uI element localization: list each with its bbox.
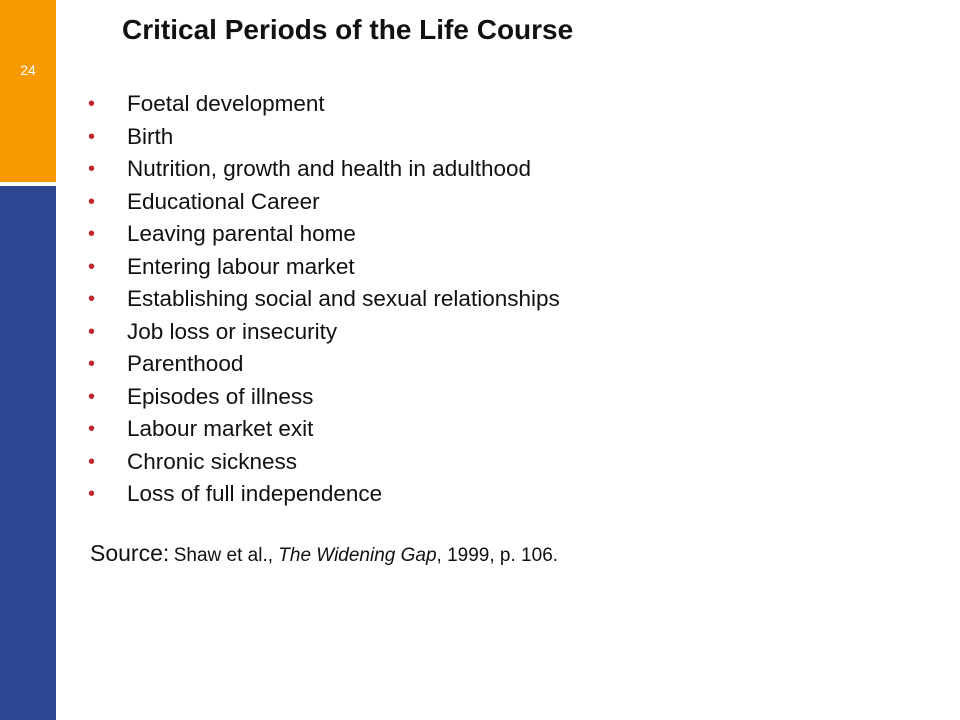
bullet-text: Birth	[127, 123, 174, 149]
source-authors: Shaw et al.,	[173, 545, 279, 566]
bullet-icon: •	[88, 353, 96, 375]
bullet-item	[86, 348, 560, 381]
source-reference	[174, 545, 558, 566]
bullet-text: Foetal development	[127, 91, 325, 116]
bullet-list	[86, 88, 560, 511]
bullet-icon: •	[88, 450, 96, 473]
bullet-icon: •	[88, 125, 96, 148]
source-details: , 1999, p. 106.	[436, 545, 559, 566]
slide-title: Critical Periods of the Life Course	[122, 14, 574, 45]
bullet-text: Parenthood	[127, 351, 244, 376]
bullet-item	[86, 88, 560, 121]
bullet-item	[86, 121, 560, 154]
bullet-item	[86, 153, 560, 186]
bullet-item	[86, 251, 560, 284]
bullet-text: Episodes of illness	[127, 383, 314, 409]
bullet-icon: •	[88, 190, 96, 213]
bullet-item	[86, 446, 560, 479]
bullet-item	[86, 218, 560, 251]
bullet-icon: •	[88, 385, 96, 408]
bullet-item	[86, 413, 560, 446]
bullet-text: Chronic sickness	[127, 448, 298, 474]
sidebar-accent-top	[0, 0, 56, 182]
bullet-icon: •	[88, 158, 96, 180]
bullet-text: Entering labour market	[127, 253, 355, 279]
sidebar-accent-bottom	[0, 186, 56, 720]
bullet-icon: •	[88, 483, 96, 505]
bullet-icon: •	[88, 418, 96, 440]
bullet-icon: •	[88, 255, 96, 278]
bullet-icon: •	[88, 288, 96, 310]
bullet-item	[86, 381, 560, 414]
bullet-text: Labour market exit	[127, 416, 314, 441]
bullet-item	[86, 316, 560, 349]
bullet-icon: •	[88, 93, 96, 115]
bullet-item	[86, 478, 560, 511]
bullet-item	[86, 186, 560, 219]
bullet-text: Educational Career	[127, 188, 320, 214]
source-citation	[90, 540, 558, 567]
bullet-item	[86, 283, 560, 316]
bullet-text: Nutrition, growth and health in adulthood	[127, 156, 532, 181]
bullet-text: Leaving parental home	[127, 221, 356, 246]
bullet-icon: •	[88, 320, 96, 343]
bullet-icon: •	[88, 223, 96, 245]
bullet-text: Establishing social and sexual relationships	[127, 286, 560, 311]
bullet-text: Job loss or insecurity	[127, 318, 338, 344]
page-number: 24	[20, 62, 36, 78]
source-label: Source:	[90, 540, 170, 566]
source-book-title: The Widening Gap	[278, 545, 437, 566]
bullet-text: Loss of full independence	[127, 481, 383, 506]
